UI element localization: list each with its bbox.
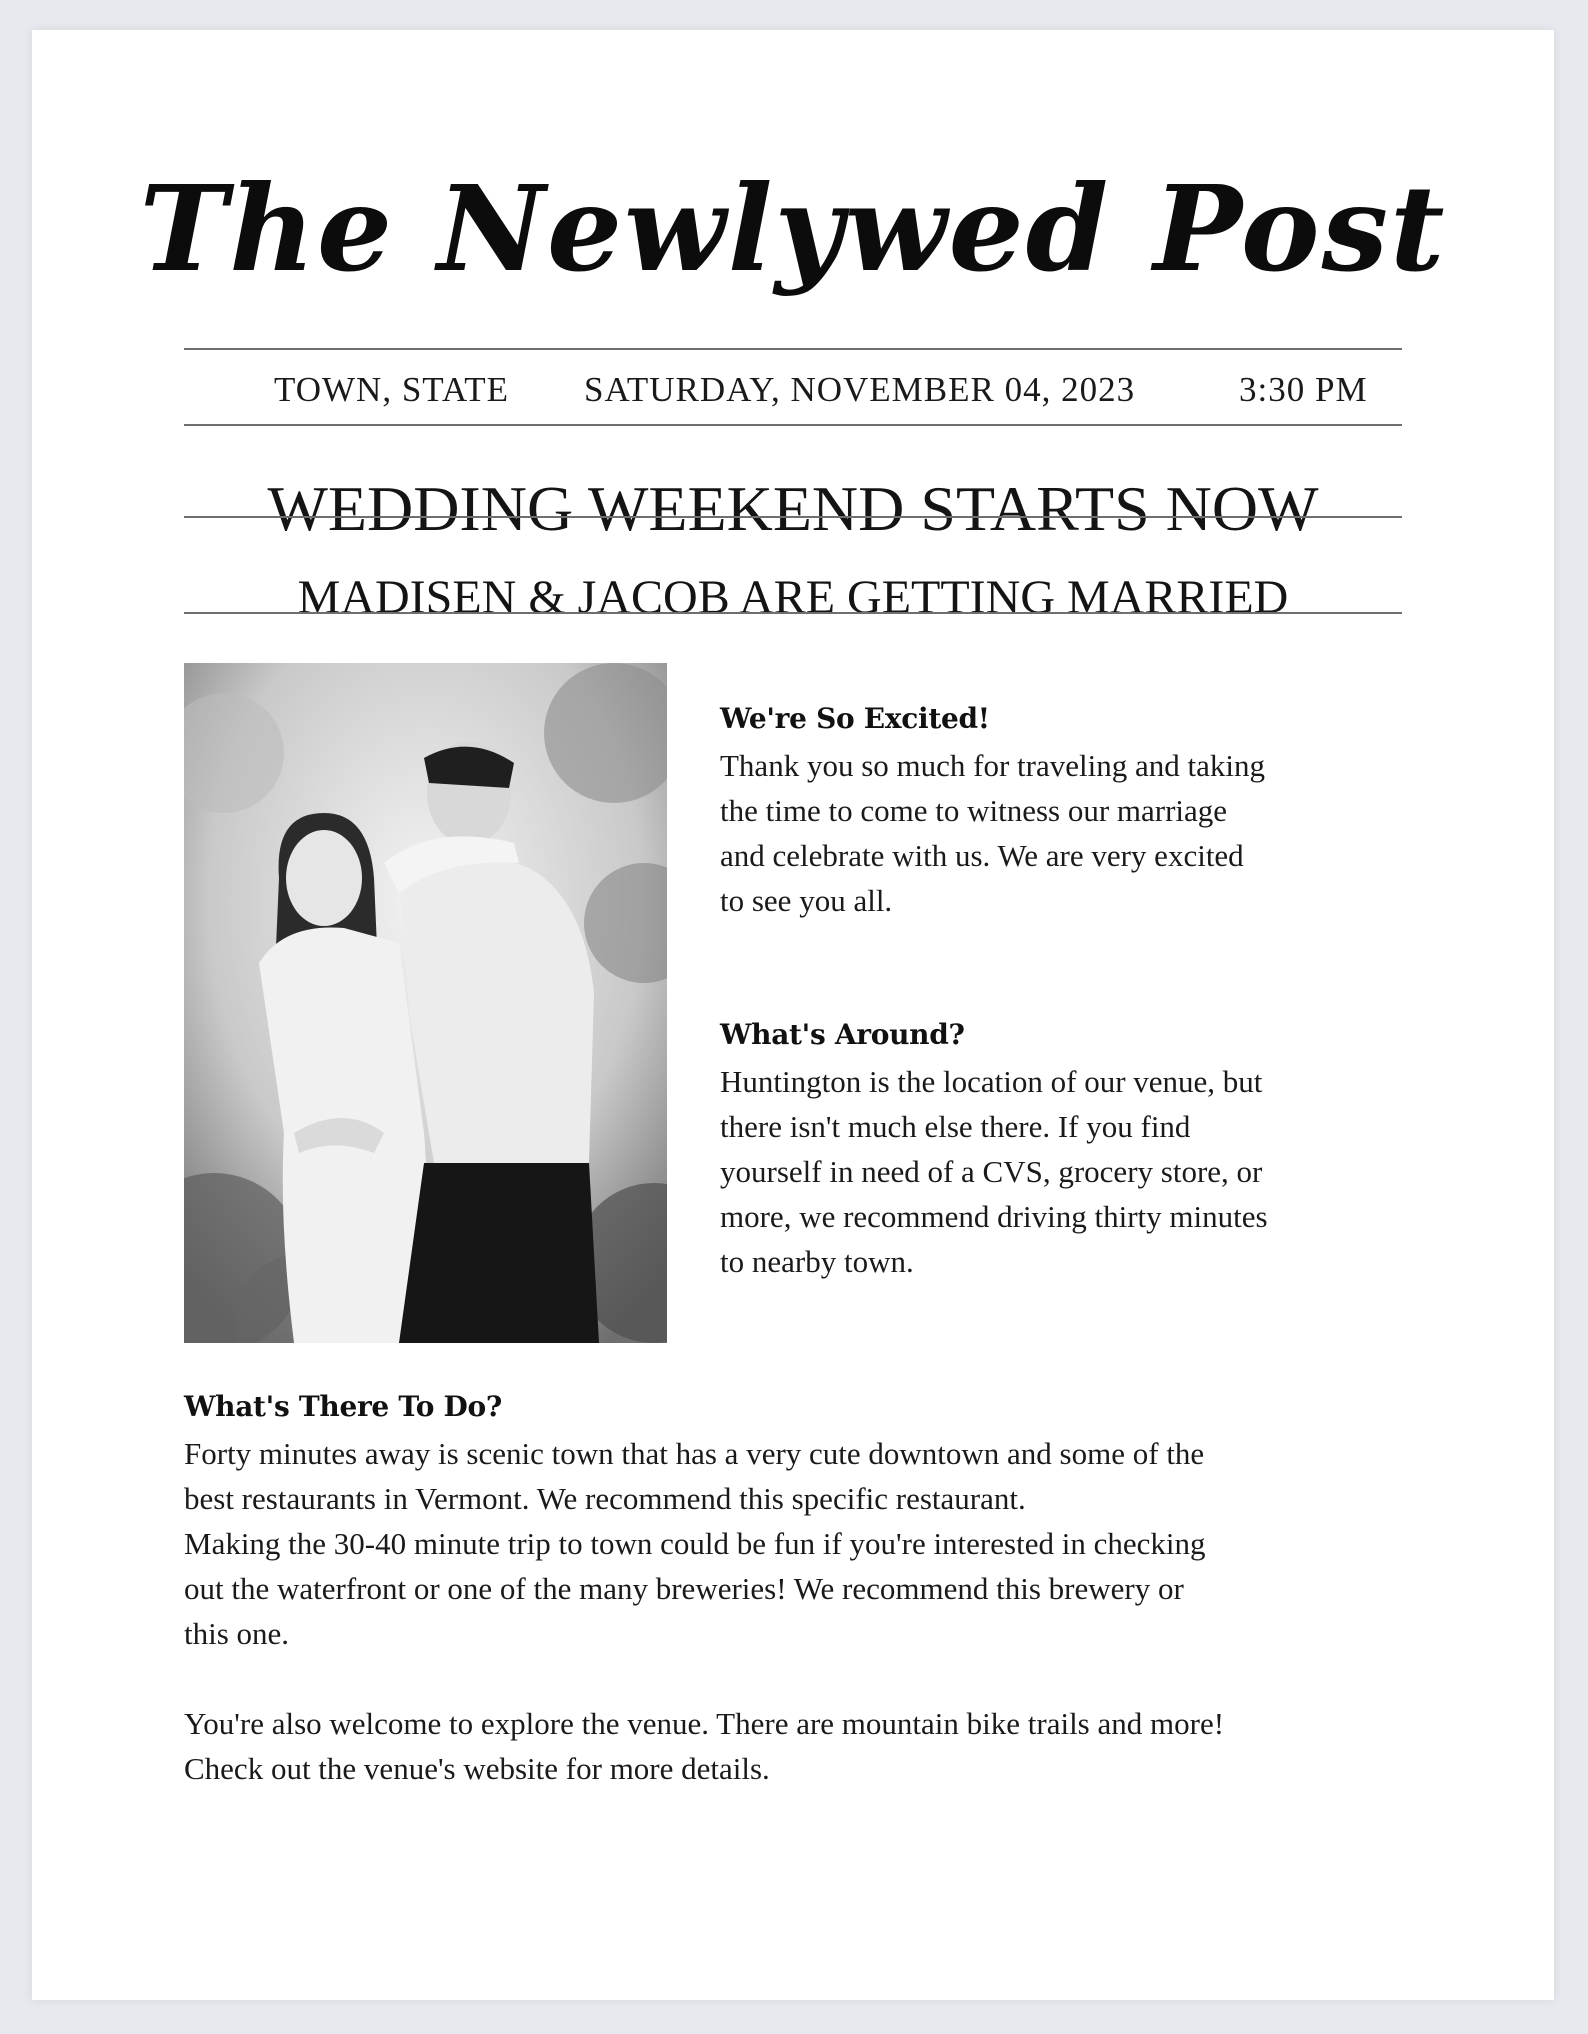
couple-photo [184,663,667,1343]
section-excited-line: and celebrate with us. We are very excited [720,838,1244,873]
section-todo-line: out the waterfront or one of the many breweries! We recommend this brewery or [184,1571,1184,1606]
section-todo [184,1390,1484,1791]
section-excited [720,702,1420,923]
section-todo-body [184,1431,1484,1656]
top-rule [184,348,1402,350]
headline-secondary: MADISEN & JACOB ARE GETTING MARRIED [297,571,1289,624]
dateline [184,370,1402,418]
section-excited-body [720,743,1420,923]
section-excited-line: Thank you so much for traveling and taking [720,748,1265,783]
section-todo-line: You're also welcome to explore the venue. There are mountain bike trails and more! [184,1706,1225,1741]
section-todo-line: this one. [184,1616,290,1651]
section-excited-title: We're So Excited! [720,702,990,735]
section-around-title: What's Around? [720,1018,965,1051]
section-todo-line: Making the 30-40 minute trip to town could be fun if you're interested in checking [184,1526,1206,1561]
dateline-time: 3:30 PM [1239,370,1368,409]
subheadline-rule [184,612,1402,614]
headline-primary: WEDDING WEEKEND STARTS NOW [267,473,1319,544]
section-around-line: yourself in need of a CVS, grocery store, or [720,1154,1263,1189]
dateline-rule [184,424,1402,426]
section-todo-body-2 [184,1701,1484,1791]
section-around-line: more, we recommend driving thirty minutes [720,1199,1268,1234]
headline-rule [184,516,1402,518]
section-excited-line: to see you all. [720,883,893,918]
section-todo-title: What's There To Do? [184,1390,502,1423]
newspaper-page [32,30,1554,2000]
section-around-body [720,1059,1420,1284]
section-todo-line: Check out the venue's website for more details. [184,1751,770,1786]
section-around-line: there isn't much else there. If you find [720,1109,1191,1144]
dateline-location: TOWN, STATE [274,370,510,409]
dateline-date: SATURDAY, NOVEMBER 04, 2023 [584,370,1136,409]
section-around [720,1018,1420,1284]
section-excited-line: the time to come to witness our marriage [720,793,1228,828]
section-around-line: Huntington is the location of our venue, but [720,1064,1263,1099]
section-around-line: to nearby town. [720,1244,914,1279]
section-todo-line: Forty minutes away is scenic town that has a very cute downtown and some of the [184,1436,1205,1471]
section-todo-line: best restaurants in Vermont. We recommend this specific restaurant. [184,1481,1026,1516]
masthead-title: The Newlywed Post [139,159,1447,298]
